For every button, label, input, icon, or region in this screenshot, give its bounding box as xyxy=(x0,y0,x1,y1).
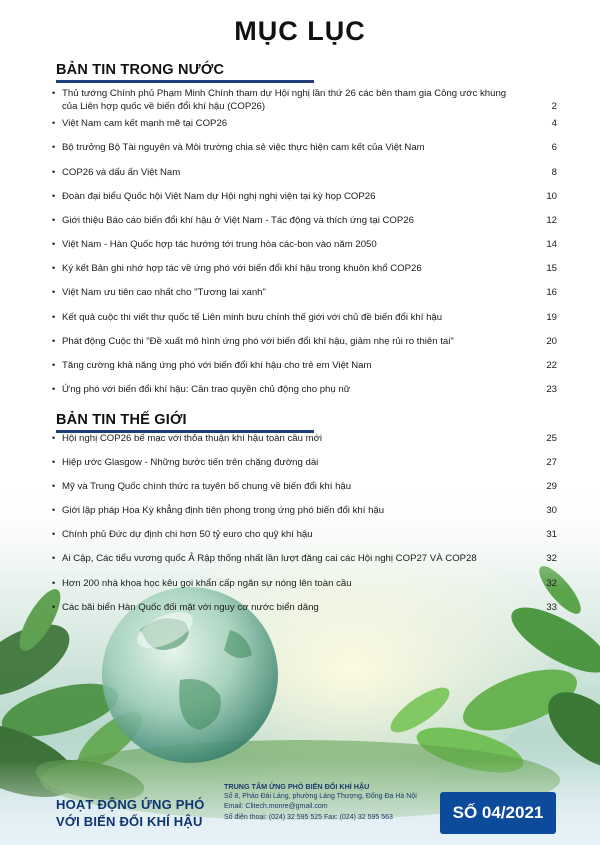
footer xyxy=(0,770,600,845)
toc-entry-page: 22 xyxy=(546,360,557,371)
bullet-icon: • xyxy=(52,505,56,515)
publication-title-line2: VỚI BIẾN ĐỔI KHÍ HẬU xyxy=(56,814,203,829)
toc-entry-title: Việt Nam cam kết mạnh mẽ tại COP26 xyxy=(62,118,228,129)
toc-entry-page: 12 xyxy=(546,215,557,226)
toc-entry-title: Kết quả cuộc thi viết thư quốc tế Liên minh bưu chính thế giới với chủ đề biến đổi khí hậu xyxy=(62,312,443,323)
toc-entry-title: Tăng cường khả năng ứng phó với biến đổi khí hậu cho trẻ em Việt Nam xyxy=(62,360,372,371)
toc-entry-page: 27 xyxy=(546,457,557,468)
bullet-icon: • xyxy=(52,312,56,322)
page-title: MỤC LỤC xyxy=(234,16,366,46)
toc-entry-page: 25 xyxy=(546,433,557,444)
publisher-info xyxy=(224,782,417,823)
issue-number-badge: SỐ 04/2021 xyxy=(440,792,556,834)
bullet-icon: • xyxy=(52,239,56,249)
toc-entry-title: Ai Cập, Các tiểu vương quốc Ả Rập thống nhất lần lượt đăng cai các Hội nghị COP27 VÀ COP28 xyxy=(62,553,477,564)
toc-entry-title: Chính phủ Đức dự định chi hơn 50 tỷ euro cho quỹ khí hậu xyxy=(62,529,313,540)
toc-entry-page: 33 xyxy=(546,602,557,613)
bullet-icon: • xyxy=(52,263,56,273)
toc-entry-page: 15 xyxy=(546,263,557,274)
toc-entry-title: Ký kết Bản ghi nhớ hợp tác về ứng phó với biến đổi khí hậu trong khuôn khổ COP26 xyxy=(62,263,422,274)
toc-entry-title: Hơn 200 nhà khoa học kêu gọi khẩn cấp ngăn sự nóng lên toàn cầu xyxy=(62,578,352,589)
toc-entry-page: 32 xyxy=(546,578,557,589)
toc-entry-page: 32 xyxy=(546,553,557,564)
toc-entry-title: Hội nghị COP26 bế mạc với thỏa thuận khí hậu toàn cầu mới xyxy=(62,433,323,444)
toc-entry-title: Thủ tướng Chính phủ Phạm Minh Chính tham dự Hội nghị lần thứ 26 các bên tham gia Công ước khung của Liên hợp quốc về biến đổi khí hậu (COP26) xyxy=(62,88,507,112)
toc-entry-page: 23 xyxy=(546,384,557,395)
toc-entry-page: 4 xyxy=(551,118,557,129)
bullet-icon: • xyxy=(52,433,56,443)
publication-title xyxy=(56,796,205,830)
toc-entry-page: 16 xyxy=(546,287,557,298)
section-heading: BẢN TIN TRONG NƯỚC xyxy=(56,62,225,78)
toc-entry-title: Hiệp ước Glasgow - Những bước tiến trên chặng đường dài xyxy=(62,457,319,468)
bullet-icon: • xyxy=(52,287,56,297)
bullet-icon: • xyxy=(52,578,56,588)
toc-entry-title: Đoàn đại biểu Quốc hội Việt Nam dự Hội nghị nghị viện tại kỳ họp COP26 xyxy=(62,191,376,202)
publication-title-line1: HOẠT ĐỘNG ỨNG PHÓ xyxy=(56,797,205,812)
toc-entry-title: Giới thiệu Báo cáo biến đổi khí hậu ở Việt Nam - Tác động và thích ứng tại COP26 xyxy=(62,215,414,226)
publisher-name: TRUNG TÂM ỨNG PHÓ BIẾN ĐỔI KHÍ HẬU xyxy=(224,782,370,791)
toc-entry-page: 8 xyxy=(551,167,557,178)
toc-entry-page: 6 xyxy=(551,142,557,153)
publisher-phone: Số điện thoại: (024) 32 595 525 Fax: (024) 32 595 563 xyxy=(224,813,393,821)
toc-entry-page: 14 xyxy=(546,239,557,250)
toc-entry-page: 10 xyxy=(546,191,557,202)
toc-entry-page: 30 xyxy=(546,505,557,516)
toc-entry-title: Bộ trưởng Bộ Tài nguyên và Môi trường chia sẻ việc thực hiện cam kết của Việt Nam xyxy=(62,142,425,153)
bullet-icon: • xyxy=(52,142,56,152)
toc-entry-title: Giới lập pháp Hoa Kỳ khẳng định tiên phong trong ứng phó biến đổi khí hậu xyxy=(62,505,385,516)
toc-entry-page: 31 xyxy=(546,529,557,540)
bullet-icon: • xyxy=(52,384,56,394)
bullet-icon: • xyxy=(52,481,56,491)
toc-entry-title: Phát động Cuộc thi "Đề xuất mô hình ứng phó với biến đổi khí hậu, giảm nhẹ rủi ro thiên tai" xyxy=(62,336,454,347)
bullet-icon: • xyxy=(52,457,56,467)
toc-entry-page: 29 xyxy=(546,481,557,492)
publisher-email: Email: Clitech.monre@gmail.com xyxy=(224,803,328,811)
toc-entry-title: Việt Nam - Hàn Quốc hợp tác hướng tới trung hòa các-bon vào năm 2050 xyxy=(62,239,377,250)
bullet-icon: • xyxy=(52,553,56,563)
bullet-icon: • xyxy=(52,167,56,177)
section-heading: BẢN TIN THẾ GIỚI xyxy=(56,412,187,428)
publisher-address: Số 8, Pháo Đài Láng, phường Láng Thượng, Đống Đa Hà Nội xyxy=(224,793,417,801)
toc-entry-page: 20 xyxy=(546,336,557,347)
bullet-icon: • xyxy=(52,336,56,346)
bullet-icon: • xyxy=(52,602,56,612)
toc-entry-title: Mỹ và Trung Quốc chính thức ra tuyên bố chung về biến đổi khí hậu xyxy=(62,481,352,492)
toc-entry-page: 2 xyxy=(551,101,557,112)
toc-entry-title: Việt Nam ưu tiên cao nhất cho "Tương lai xanh" xyxy=(62,287,266,298)
toc-entry-page: 19 xyxy=(546,312,557,323)
toc-entry-title: Các bãi biển Hàn Quốc đối mặt với nguy cơ nước biển dâng xyxy=(62,602,319,613)
bullet-icon: • xyxy=(52,529,56,539)
bullet-icon: • xyxy=(52,118,56,128)
toc-entry-title: Ứng phó với biến đổi khí hậu: Cần trao quyền chủ động cho phụ nữ xyxy=(62,384,351,395)
bullet-icon: • xyxy=(52,360,56,370)
section-underline xyxy=(56,80,314,83)
bullet-icon: • xyxy=(52,191,56,201)
bullet-icon: • xyxy=(52,215,56,225)
toc-entry-title: COP26 và dấu ấn Việt Nam xyxy=(62,167,181,178)
bullet-icon: • xyxy=(52,88,56,98)
